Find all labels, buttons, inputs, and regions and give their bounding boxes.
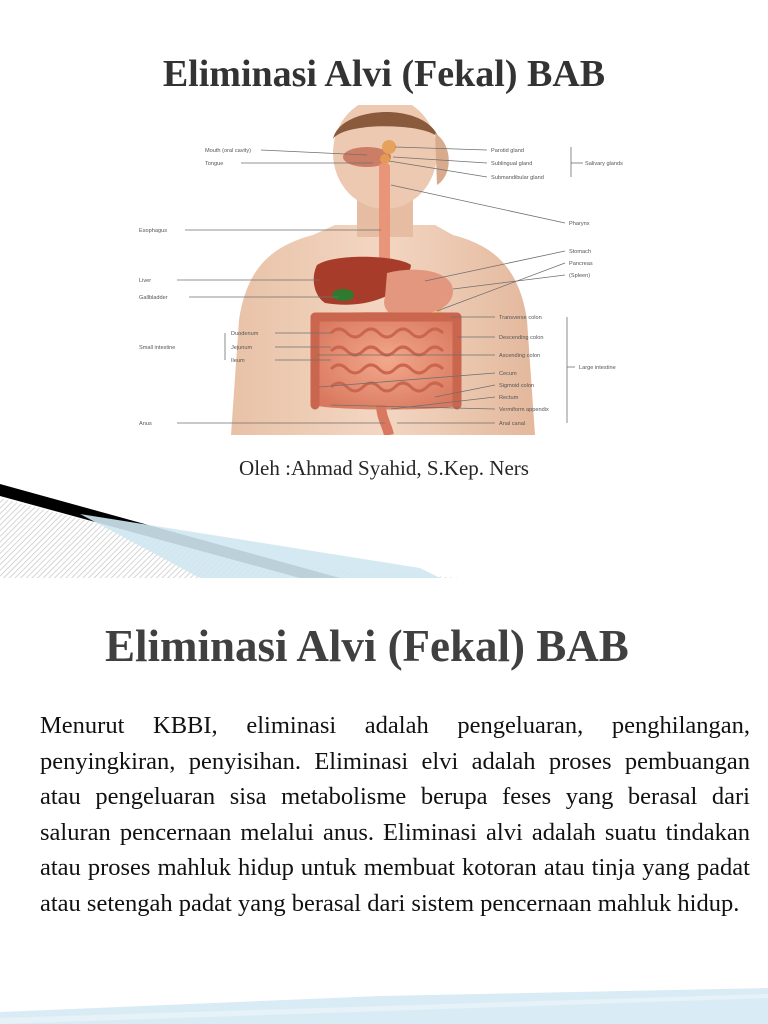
label-salivary-glands: Salivary glands xyxy=(585,161,623,167)
label-liver: Liver xyxy=(139,278,152,284)
label-descending-colon: Descending colon xyxy=(499,335,544,341)
slide-footer-decoration xyxy=(0,468,768,578)
slide-footer-decoration-2 xyxy=(0,988,768,1024)
label-jejunum: Jejunum xyxy=(231,345,253,351)
label-esophagus: Esophagus xyxy=(139,228,167,234)
label-parotid-gland: Parotid gland xyxy=(491,148,524,154)
label-stomach: Stomach xyxy=(569,249,592,255)
label-large-intestine: Large intestine xyxy=(579,365,616,371)
label-gallbladder: Gallbladder xyxy=(139,295,168,301)
label-spleen: (Spleen) xyxy=(569,273,591,279)
label-cecum: Cecum xyxy=(499,371,517,377)
label-pancreas: Pancreas xyxy=(569,261,593,267)
label-sublingual-gland: Sublingual gland xyxy=(491,161,533,167)
slide-title: Eliminasi Alvi (Fekal) BAB xyxy=(162,53,606,95)
label-sigmoid-colon: Sigmoid colon xyxy=(499,383,535,389)
label-ileum: Ileum xyxy=(231,358,245,364)
label-mouth: Mouth (oral cavity) xyxy=(205,148,252,154)
content-slide xyxy=(0,578,768,1024)
label-ascending-colon: Ascending colon xyxy=(499,353,541,359)
label-small-intestine: Small intestine xyxy=(139,345,176,351)
label-anus: Anus xyxy=(139,421,152,427)
label-submandibular-gland: Submandibular gland xyxy=(491,175,544,181)
definition-paragraph: Menurut KBBI, eliminasi adalah pengeluaran, penghilangan, penyingkiran, penyisihan. Eliminasi elvi adalah proses pembuangan atau pengeluaran sisa metabolisme berupa feses yang berasal dari saluran pencernaan melalui anus. Eliminasi alvi adalah suatu tindakan atau proses mahluk hidup untuk membuat kotoran atau tinja yang padat atau setengah padat yang berasal dari sistem pencernaan mahluk hidup. xyxy=(40,712,750,917)
author-byline: Oleh :Ahmad Syahid, S.Kep. Ners xyxy=(239,456,529,480)
label-transverse-colon: Transverse colon xyxy=(499,315,542,321)
label-rectum: Rectum xyxy=(499,395,519,401)
label-pharynx: Pharynx xyxy=(569,221,590,227)
label-duodenum: Duodenum xyxy=(231,331,259,337)
label-anal-canal: Anal canal xyxy=(499,421,526,427)
digestive-system-illustration xyxy=(135,105,655,435)
label-tongue: Tongue xyxy=(205,161,224,167)
label-vermiform-appendix: Vermiform appendix xyxy=(499,407,549,413)
slide-heading: Eliminasi Alvi (Fekal) BAB xyxy=(105,621,629,671)
